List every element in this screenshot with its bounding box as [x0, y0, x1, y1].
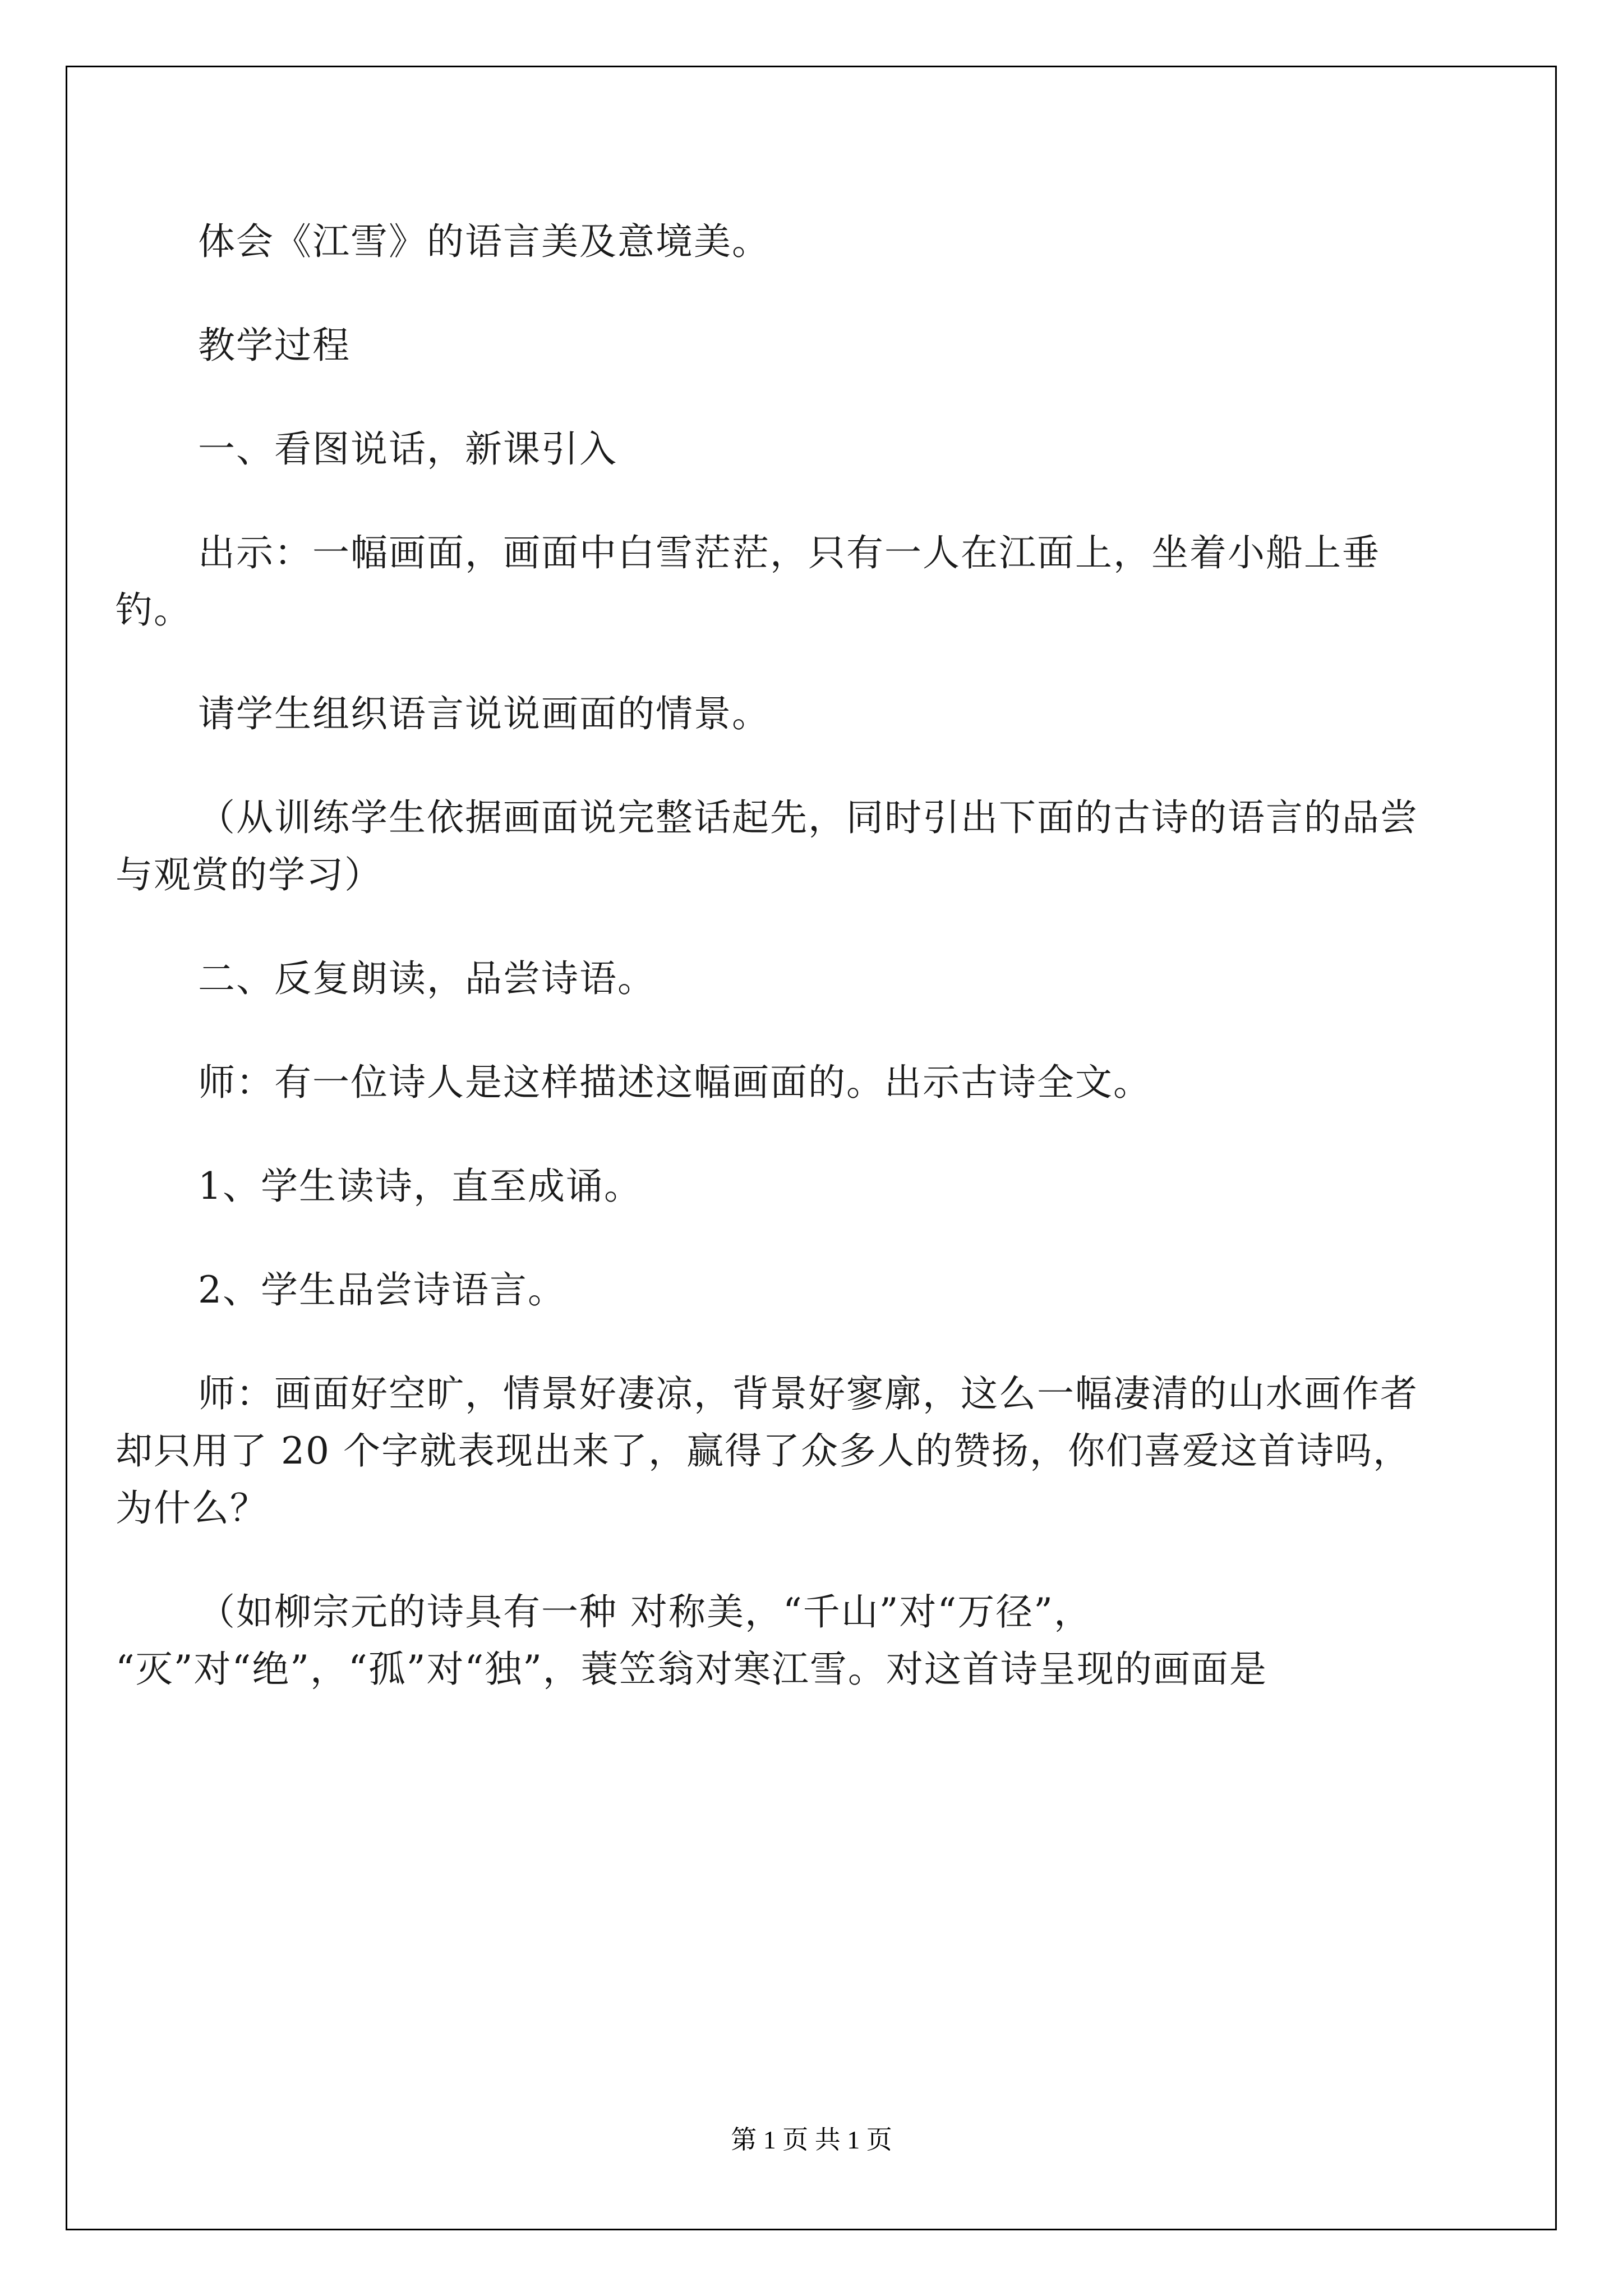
paragraph-teacher-question: 师：画面好空旷，情景好凄凉，背景好寥廓，这么一幅凄清的山水画作者却只用了 20 个字就表现出来了，赢得了众多人的赞扬，你们喜爱这首诗吗，为什么？ [116, 1372, 1418, 1530]
page-footer: 第 1 页 共 1 页 [731, 2125, 892, 2154]
paragraph-objective: 体会《江雪》的语言美及意境美。 [198, 220, 770, 263]
document-body [116, 213, 1432, 1745]
paragraph-teacher-intro: 师：有一位诗人是这样描述这幅画面的。出示古诗全文。 [198, 1061, 1151, 1104]
paragraph-section-one: 一、看图说话，新课引入 [198, 427, 617, 471]
paragraph-step-one: 1、学生读诗，直至成诵。 [198, 1165, 642, 1208]
paragraph-section-two: 二、反复朗读，品尝诗语。 [198, 957, 656, 1000]
paragraph-step-two: 2、学生品尝诗语言。 [198, 1268, 566, 1312]
paragraph-teaching-process: 教学过程 [198, 324, 351, 367]
paragraph-symmetry-note: （如柳宗元的诗具有一种 对称美，“千山”对“万径”， “灭”对“绝”，“孤”对“独”，蓑笠翁对寒江雪。对这首诗呈现的画面是 [116, 1590, 1267, 1691]
paragraph-training-note: （从训练学生依据画面说完整话起先，同时引出下面的古诗的语言的品尝与观赏的学习） [116, 796, 1418, 896]
paragraph-student-describe: 请学生组织语言说说画面的情景。 [198, 692, 770, 735]
paragraph-show-picture: 出示：一幅画面，画面中白雪茫茫，只有一人在江面上，坐着小船上垂钓。 [116, 531, 1380, 632]
